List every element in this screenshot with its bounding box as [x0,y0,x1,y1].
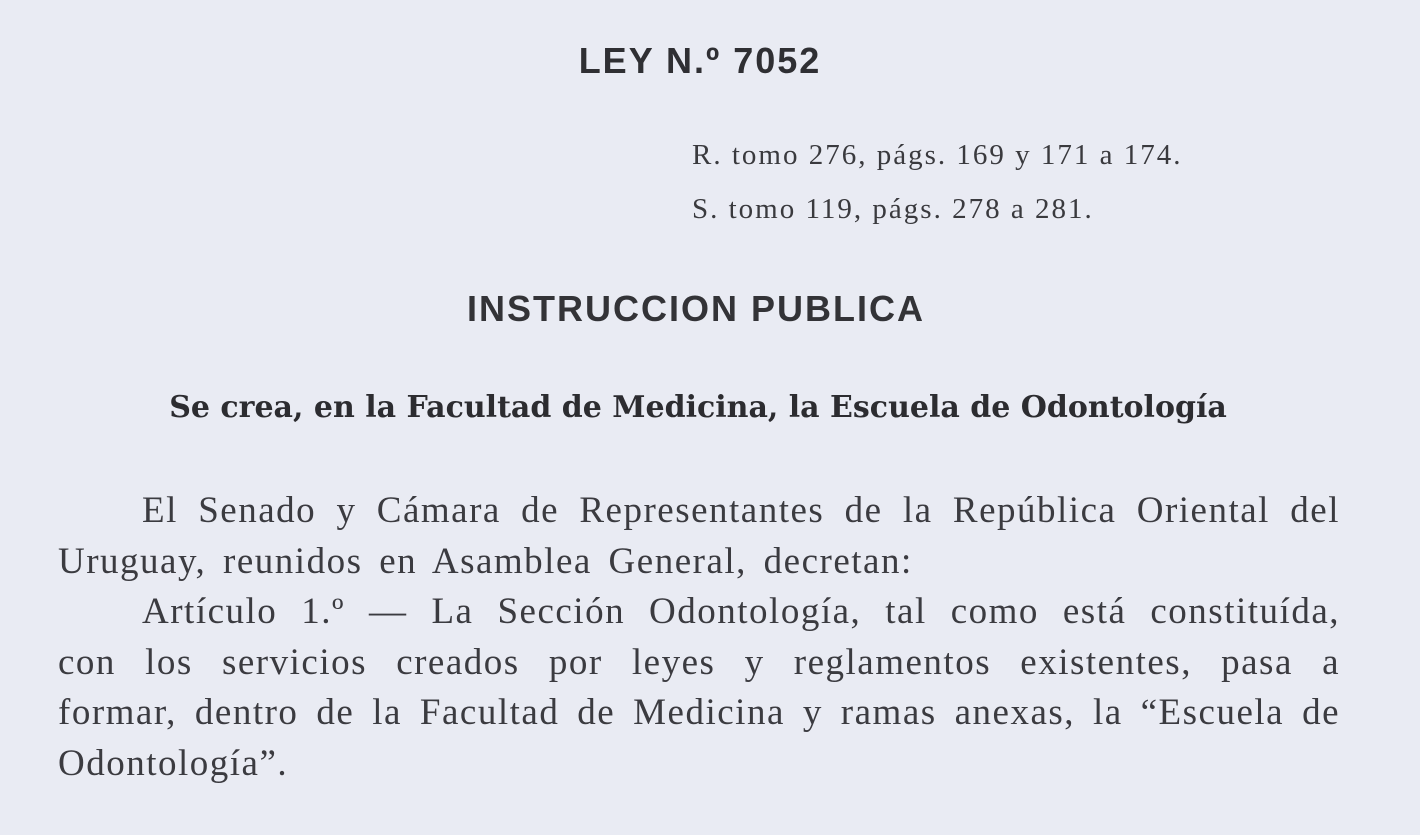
reference-line: R. tomo 276, págs. 169 y 171 a 174. [692,139,1183,171]
law-number-heading: LEY N.º 7052 [578,40,822,81]
article-1-paragraph: Artículo 1.º — La Sección Odontología, tal como está constituída, con los servicios creados por leyes y reglamentos existentes, pasa a formar, dentro de la Facultad de Medicina y ramas anexas, la “Escuela de Odontología”. [58,591,1340,784]
section-title: INSTRUCCION PUBLICA [467,288,925,329]
preamble-paragraph: El Senado y Cámara de Representantes de la República Oriental del Uruguay, reunidos en Asamblea General, decretan: [58,490,1340,582]
source-references [692,138,1183,246]
law-body [58,486,1340,789]
reference-line: S. tomo 119, págs. 278 a 281. [692,193,1094,225]
law-subtitle: Se crea, en la Facultad de Medicina, la Escuela de Odontología [169,390,1227,425]
